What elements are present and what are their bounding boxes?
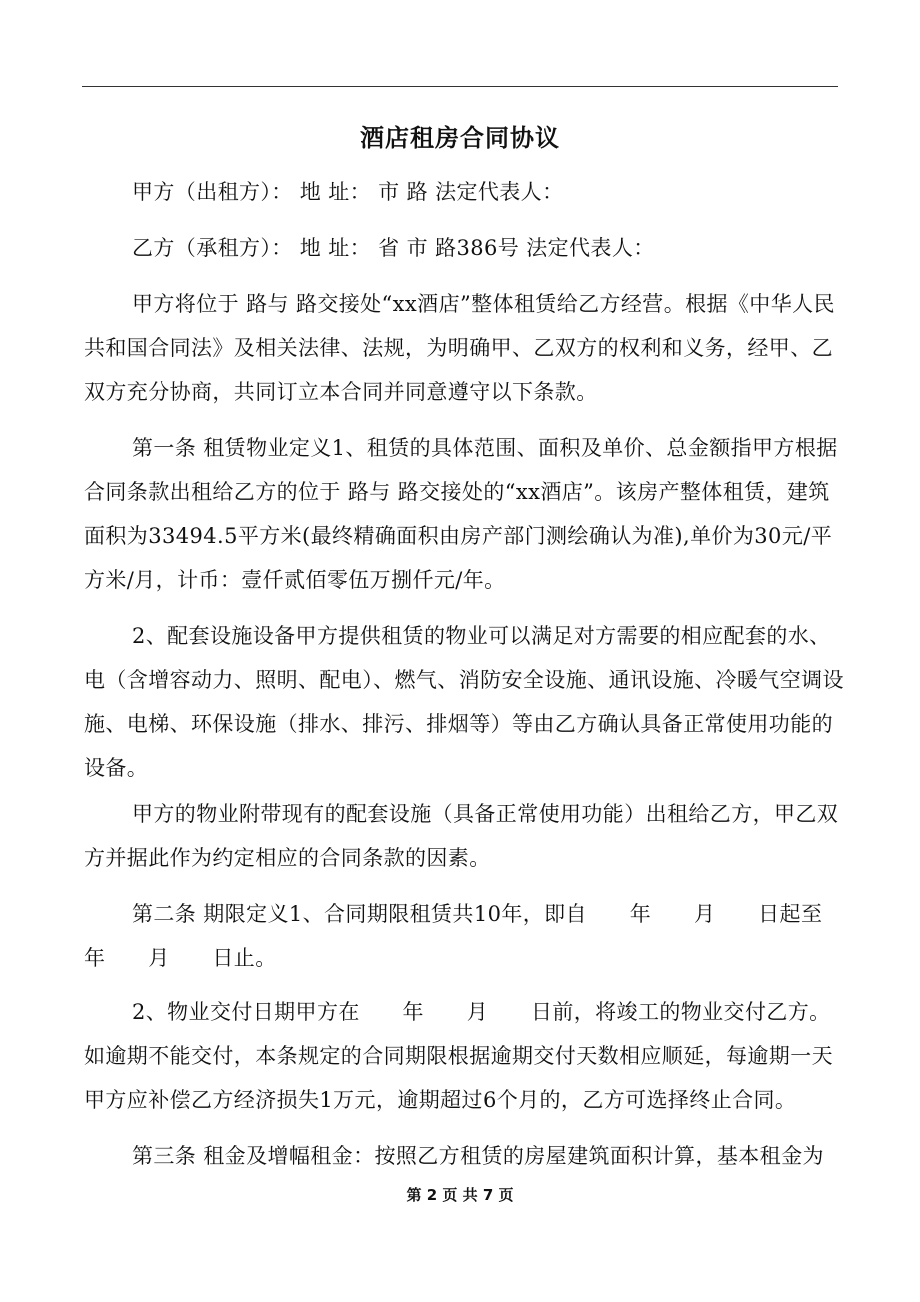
preamble-paragraph: 甲方将位于 路与 路交接处“xx酒店”整体租赁给乙方经营。根据《中华人民共和国合同法》及相关法律、法规，为明确甲、乙双方的权利和义务，经甲、乙双方充分协商，共同订立本合同并同意遵守以下条款。 (84, 292, 835, 404)
attached-facilities-paragraph: 甲方的物业附带现有的配套设施（具备正常使用功能）出租给乙方，甲乙双方并据此作为约定相应的合同条款的因素。 (84, 802, 839, 870)
article-1-paragraph: 第一条 租赁物业定义1、租赁的具体范围、面积及单价、总金额指甲方根据合同条款出租给乙方的位于 路与 路交接处的“xx酒店”。该房产整体租赁，建筑面积为33494.5平方米(最终精确面积由房产部门测绘确认为准),单价为30元/平方米/月，计币：壹仟贰佰零伍万捌仟元/年。 (84, 436, 838, 592)
party-b-line: 乙方（承租方）： 地 址： 省 市 路386号 法定代表人： (132, 236, 655, 260)
article-2-paragraph: 第二条 期限定义1、合同期限租赁共10年，即自 年 月 日起至 年 月 日止。 (84, 902, 866, 970)
article-3-paragraph: 第三条 租金及增幅租金：按照乙方租赁的房屋建筑面积计算，基本租金为 (132, 1144, 824, 1168)
page-number-footer: 第 2 页 共 7 页 (406, 1186, 514, 1204)
page-title: 酒店租房合同协议 (360, 124, 560, 152)
header-rule (82, 86, 838, 87)
delivery-date-paragraph: 2、物业交付日期甲方在 年 月 日前，将竣工的物业交付乙方。如逾期不能交付，本条规定的合同期限根据逾期交付天数相应顺延，每逾期一天甲方应补偿乙方经济损失1万元，逾期超过6个月的，乙方可选择终止合同。 (84, 1000, 833, 1112)
facilities-paragraph: 2、配套设施设备甲方提供租赁的物业可以满足对方需要的相应配套的水、电（含增容动力、照明、配电）、燃气、消防安全设施、通讯设施、冷暖气空调设施、电梯、环保设施（排水、排污、排烟等）等由乙方确认具备正常使用功能的设备。 (84, 624, 844, 780)
party-a-line: 甲方（出租方）： 地 址： 市 路 法定代表人： (132, 180, 564, 204)
